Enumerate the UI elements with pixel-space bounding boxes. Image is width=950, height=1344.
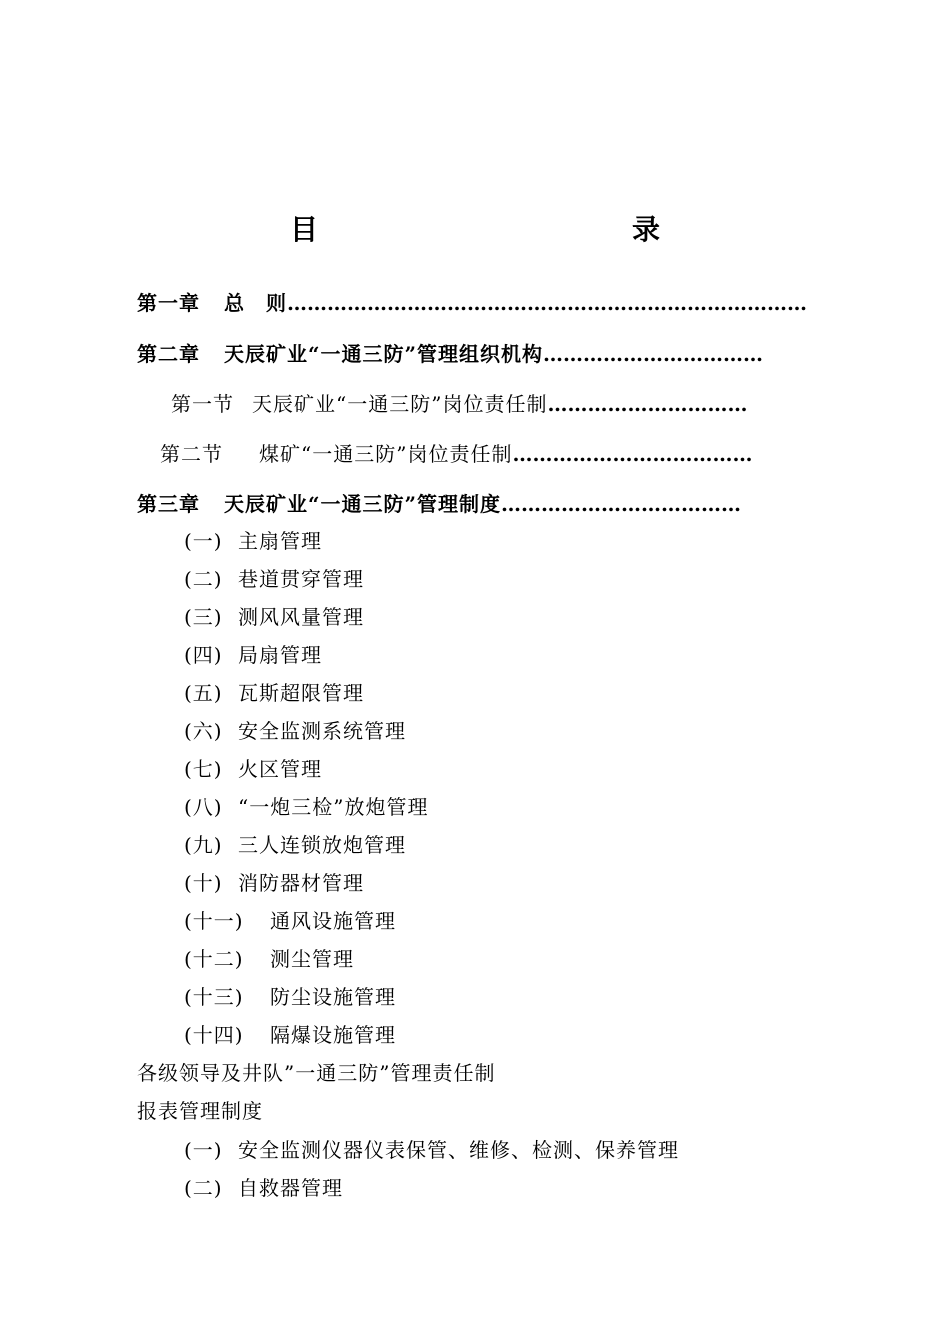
toc-leader-dots: ……………………………	[543, 342, 764, 366]
toc-item-7[interactable]	[184, 755, 322, 783]
toc-chapter-3[interactable]	[137, 490, 741, 518]
item-number: (四)	[184, 643, 223, 667]
item-number: (二)	[184, 567, 223, 591]
section-number: 第二节	[160, 442, 223, 466]
item-number: (一)	[184, 1138, 223, 1162]
toc-leader-dots: ………………………………	[512, 442, 753, 466]
chapter-number: 第三章	[137, 492, 200, 516]
toc-report-item-1[interactable]	[184, 1136, 679, 1164]
item-number: (十三)	[184, 985, 244, 1009]
item-title: “一炮三检”放炮管理	[238, 795, 429, 819]
toc-item-9[interactable]	[184, 831, 406, 859]
item-number: (六)	[184, 719, 223, 743]
item-title: 测尘管理	[270, 947, 354, 971]
toc-section-1[interactable]	[171, 390, 747, 418]
item-number: (十二)	[184, 947, 244, 971]
toc-line-responsibility[interactable]: 各级领导及井队”一通三防”管理责任制	[137, 1061, 496, 1085]
toc-item-6[interactable]	[184, 717, 406, 745]
chapter-number: 第一章	[137, 291, 200, 315]
item-title: 火区管理	[238, 757, 322, 781]
page-title: 目 录	[289, 213, 746, 246]
item-number: (七)	[184, 757, 223, 781]
section-number: 第一节	[171, 392, 234, 416]
item-title: 通风设施管理	[270, 909, 396, 933]
toc-item-4[interactable]	[184, 641, 322, 669]
item-number: (十一)	[184, 909, 244, 933]
toc-item-13[interactable]	[184, 983, 396, 1011]
toc-item-5[interactable]	[184, 679, 364, 707]
toc-item-2[interactable]	[184, 565, 364, 593]
toc-item-14[interactable]	[184, 1021, 396, 1049]
item-title: 消防器材管理	[238, 871, 364, 895]
item-number: (八)	[184, 795, 223, 819]
toc-leader-dots: …………………………	[547, 392, 748, 416]
toc-leader-dots: ……………………………………………………………………	[287, 291, 807, 315]
item-title: 安全监测仪器仪表保管、维修、检测、保养管理	[238, 1138, 679, 1162]
item-number: (三)	[184, 605, 223, 629]
item-number: (十四)	[184, 1023, 244, 1047]
toc-line-report-management[interactable]: 报表管理制度	[137, 1099, 263, 1123]
toc-chapter-2[interactable]	[137, 340, 763, 368]
toc-item-12[interactable]	[184, 945, 354, 973]
item-title: 三人连锁放炮管理	[238, 833, 406, 857]
item-title: 瓦斯超限管理	[238, 681, 364, 705]
item-title: 自救器管理	[238, 1176, 343, 1200]
item-title: 主扇管理	[238, 529, 322, 553]
section-title: 煤矿“一通三防”岗位责任制	[259, 442, 513, 466]
chapter-title: 总 则	[224, 291, 287, 315]
toc-item-8[interactable]	[184, 793, 428, 821]
toc-section-2[interactable]	[160, 440, 752, 468]
chapter-number: 第二章	[137, 342, 200, 366]
toc-chapter-1[interactable]	[137, 289, 807, 317]
chapter-title: 天辰矿业“一通三防”管理制度	[224, 492, 502, 516]
toc-item-11[interactable]	[184, 907, 396, 935]
item-title: 防尘设施管理	[270, 985, 396, 1009]
toc-leader-dots: ………………………………	[501, 492, 742, 516]
item-title: 隔爆设施管理	[270, 1023, 396, 1047]
toc-item-3[interactable]	[184, 603, 364, 631]
item-title: 局扇管理	[238, 643, 322, 667]
item-title: 测风风量管理	[238, 605, 364, 629]
item-number: (九)	[184, 833, 223, 857]
item-number: (一)	[184, 529, 223, 553]
item-number: (十)	[184, 871, 223, 895]
item-number: (二)	[184, 1176, 223, 1200]
toc-item-10[interactable]	[184, 869, 364, 897]
toc-report-item-2[interactable]	[184, 1174, 343, 1202]
chapter-title: 天辰矿业“一通三防”管理组织机构	[224, 342, 544, 366]
item-number: (五)	[184, 681, 223, 705]
section-title: 天辰矿业“一通三防”岗位责任制	[252, 392, 548, 416]
item-title: 安全监测系统管理	[238, 719, 406, 743]
toc-item-1[interactable]	[184, 527, 322, 555]
item-title: 巷道贯穿管理	[238, 567, 364, 591]
